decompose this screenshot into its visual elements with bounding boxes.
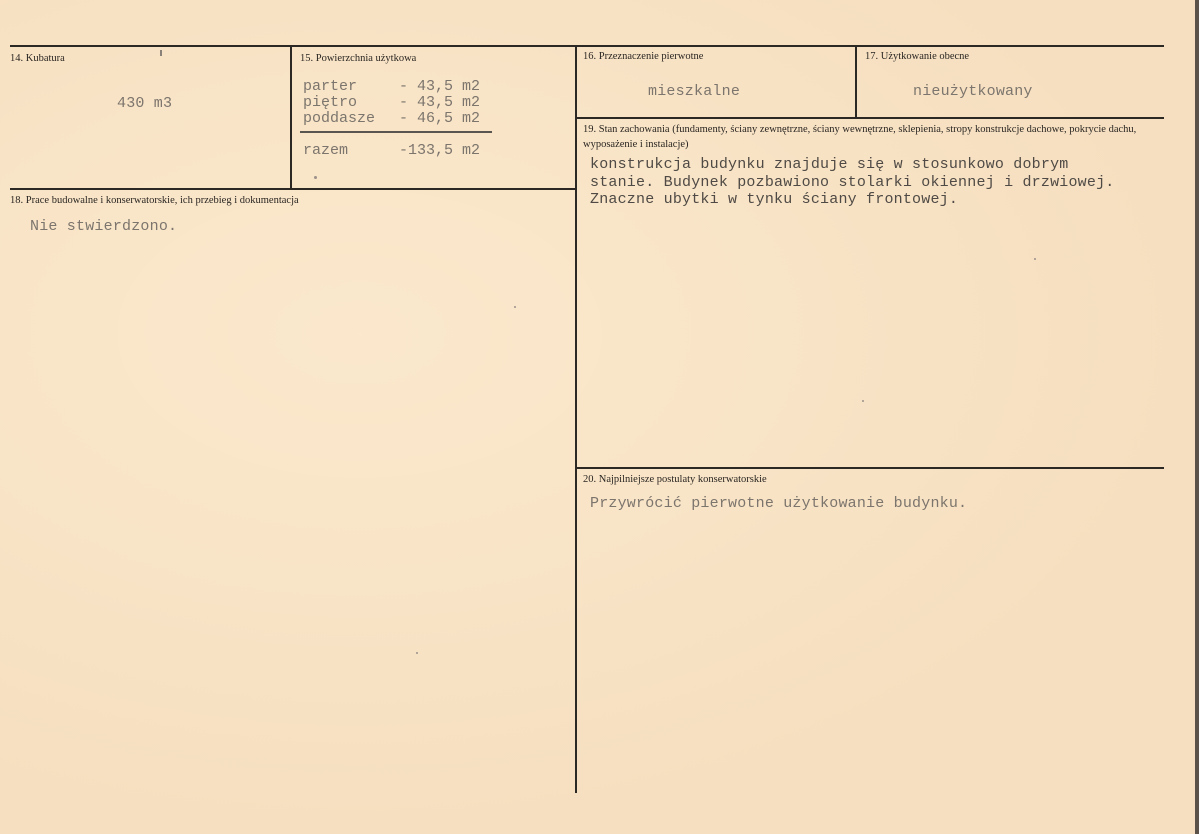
area-row-total — [303, 143, 480, 159]
prace-value: Nie stwierdzono. — [30, 218, 178, 235]
divider-16-17 — [855, 47, 857, 117]
area-row-name: piętro — [303, 94, 358, 111]
paper-speck — [1034, 258, 1036, 260]
divider-left-right — [575, 47, 577, 793]
uzytkowanie-label: 17. Użytkowanie obecne — [865, 51, 970, 62]
powierzchnia-label: 15. Powierzchnia użytkowa — [300, 53, 417, 64]
ink-speck — [314, 176, 317, 179]
stan-zachowania-label: 19. Stan zachowania (fundamenty, ściany zewnętrzne, ściany wewnętrzne, sklepienia, stropy konstrukcje dachowe, pokrycie dachu, wyposażenie i instalacje) — [583, 124, 1137, 150]
rule-above-20 — [576, 467, 1164, 469]
area-row-parter — [303, 79, 480, 95]
area-row-value: - 43,5 m2 — [399, 78, 481, 95]
stan-line-2: stanie. Budynek pozbawiono stolarki okiennej i drzwiowej. — [590, 174, 1115, 191]
area-row-poddasze — [303, 111, 480, 127]
prace-label: 18. Prace budowalne i konserwatorskie, ich przebieg i dokumentacja — [10, 195, 299, 206]
rule-above-19 — [576, 117, 1164, 119]
kubatura-value: 430 m3 — [117, 95, 173, 112]
paper-speck — [514, 306, 516, 308]
area-row-name: parter — [303, 78, 358, 95]
tick-mark — [160, 50, 162, 56]
postulaty-label: 20. Najpilniejsze postulaty konserwatorskie — [583, 474, 767, 485]
top-rule — [10, 45, 1164, 47]
card-edge — [1195, 0, 1199, 834]
postulaty-value: Przywrócić pierwotne użytkowanie budynku. — [590, 495, 968, 512]
rule-above-18 — [10, 188, 576, 190]
area-row-value: - 46,5 m2 — [399, 110, 481, 127]
area-row-pietro — [303, 95, 480, 111]
divider-14-15 — [290, 47, 292, 188]
przeznaczenie-label: 16. Przeznaczenie pierwotne — [583, 51, 704, 62]
paper-speck — [416, 652, 418, 654]
sum-rule — [300, 131, 492, 133]
stan-line-1: konstrukcja budynku znajduje się w stosunkowo dobrym — [590, 156, 1069, 173]
area-total-value: -133,5 m2 — [399, 142, 481, 159]
area-row-name: poddasze — [303, 110, 376, 127]
stan-line-3: Znaczne ubytki w tynku ściany frontowej. — [590, 191, 959, 208]
kubatura-label: 14. Kubatura — [10, 53, 65, 64]
przeznaczenie-value: mieszkalne — [648, 83, 741, 100]
paper-speck — [862, 400, 864, 402]
area-row-value: - 43,5 m2 — [399, 94, 481, 111]
area-total-name: razem — [303, 142, 349, 159]
uzytkowanie-value: nieużytkowany — [913, 83, 1033, 100]
